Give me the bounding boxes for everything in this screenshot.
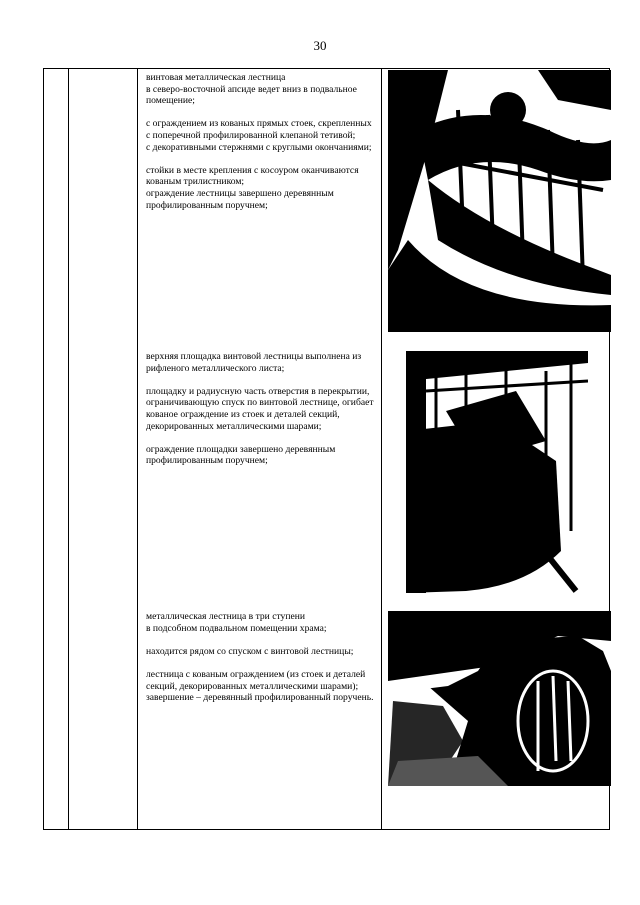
staircase-landing-photo [406, 351, 588, 593]
row-2-paragraph-3: ограждение площадки завершено деревянным профилированным поручнем; [146, 443, 336, 467]
three-step-stair-photo [388, 611, 611, 786]
row-3-paragraph-1: металлическая лестница в три ступени в подсобном подвальном помещении храма; [146, 611, 327, 634]
row-1-paragraph-3: стойки в месте крепления с косоуром оканчиваются кованым трилистником; ограждение лестницы завершено деревянным профилированным поручнем; [146, 164, 359, 211]
row-2-paragraph-1: верхняя площадка винтовой лестницы выполнена из рифленого металлического листа; [146, 351, 362, 374]
spiral-staircase-photo [388, 70, 611, 332]
row-2-paragraph-2: площадку и радиусную часть отверстия в перекрытии, ограничивающую спуск по винтовой лестнице, огибает кованое ограждение из стоек и деталей секций, декорированных металлическими шарами; [146, 385, 374, 432]
column-divider [137, 69, 138, 829]
row-3-paragraph-2: находится рядом со спуском с винтовой лестницы; [146, 645, 354, 657]
column-divider [381, 69, 382, 829]
page-number: 30 [313, 38, 327, 53]
row-1-paragraph-2: с ограждением из кованых прямых стоек, скрепленных с поперечной профилированной клепаной тетивой; с декоративными стержнями с круглыми окончаниями; [146, 118, 372, 153]
row-2-description [146, 351, 376, 467]
row-3-description [146, 611, 376, 704]
row-1-description [146, 72, 376, 211]
column-divider [68, 69, 69, 829]
row-3-paragraph-3: лестница с кованым ограждением (из стоек и деталей секций, декорированных металлическими шарами); завершение – деревянный профилированный поручень. [146, 668, 374, 704]
document-table [43, 68, 610, 830]
row-1-paragraph-1: винтовая металлическая лестница в северо-восточной апсиде ведет вниз в подвальное помещение; [146, 72, 357, 107]
